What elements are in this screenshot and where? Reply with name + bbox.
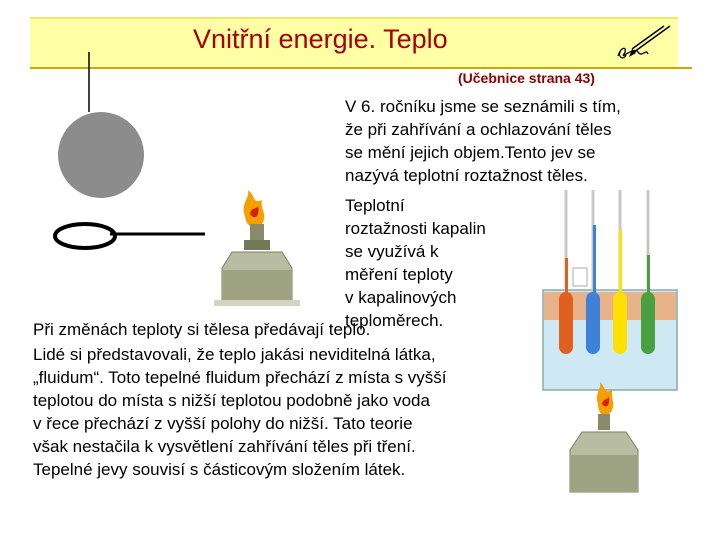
- thermometers-beaker: [543, 190, 677, 390]
- spirit-lamp-right: [570, 382, 638, 492]
- paragraph-fluid-theory: Lidé si představovali, že teplo jakási neviditelná látka, „fluidum“. Toto tepelné fluidum přechází z místa s vyšší teplotou do místa s nižší teplotou podobně jako voda v řece přechází z vyšší polohy do nižší. Tato teorie však nestačila k vysvětlení zahřívání těles při tření. Tepelné jevy souvisí s částicovým složením látek.: [33, 345, 447, 479]
- metal-ball: [58, 112, 144, 198]
- spirit-lamp-left: [214, 190, 300, 306]
- ball-and-ring-figure: [55, 52, 205, 248]
- paragraph-thermometers: Teplotní roztažnosti kapalin se využívá k měření teploty v kapalinových teploměrech.: [345, 196, 486, 330]
- metal-ring: [55, 224, 115, 248]
- textbook-reference: (Učebnice strana 43): [458, 70, 595, 86]
- page-title: Vnitřní energie. Teplo: [193, 24, 448, 54]
- paragraph-volume-change: V 6. ročníku jsme se seznámili s tím, že při zahřívání a ochlazování těles se mění jejich objem.Tento jev se nazývá teplotní roztažnost těles.: [345, 97, 621, 185]
- paragraph-heat-transfer: Při změnách teploty si tělesa předávají teplo.: [33, 320, 371, 339]
